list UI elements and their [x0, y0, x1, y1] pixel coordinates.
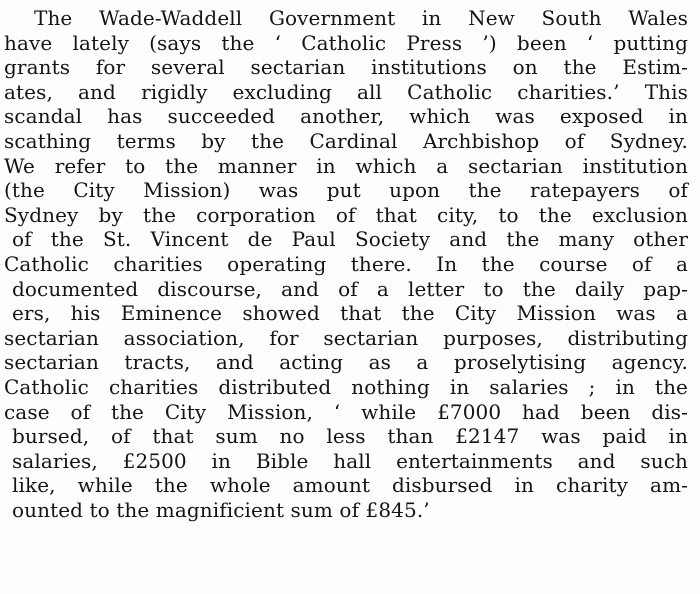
article-line: documented discourse, and of a letter to the daily pap-	[12, 276, 688, 301]
article-line: The Wade-Waddell Government in New South Wales	[34, 6, 688, 30]
article-line: Catholic charities distributed nothing in salaries ; in the	[4, 374, 688, 399]
article-line: (the City Mission) was put upon the ratepayers of	[4, 178, 688, 203]
article-line: Catholic charities operating there. In the course of a	[4, 251, 688, 276]
article-line: like, while the whole amount disbursed in charity am-	[12, 473, 688, 498]
article-line: bursed, of that sum no less than £2147 was paid in	[12, 424, 688, 449]
article-line: scandal has succeeded another, which was exposed in	[4, 104, 688, 129]
article-line: Sydney by the corporation of that city, to the exclusion	[4, 202, 688, 227]
article-line: salaries, £2500 in Bible hall entertainments and such	[12, 448, 688, 473]
article-line: have lately (says the ‘ Catholic Press ’) been ‘ putting	[4, 30, 688, 55]
article-line: of the St. Vincent de Paul Society and the many other	[12, 227, 688, 252]
article-line: grants for several sectarian institutions on the Estim-	[4, 55, 688, 80]
article-paragraph	[4, 6, 688, 522]
article-line: sectarian tracts, and acting as a proselytising agency.	[4, 350, 688, 375]
article-line: sectarian association, for sectarian purposes, distributing	[4, 325, 688, 350]
article-line: We refer to the manner in which a sectarian institution	[4, 153, 688, 178]
article-line: ates, and rigidly excluding all Catholic charities.’ This	[4, 79, 688, 104]
article-line: case of the City Mission, ‘ while £7000 had been dis-	[4, 399, 688, 424]
article-line: scathing terms by the Cardinal Archbishop of Sydney.	[4, 128, 688, 153]
article-line: ers, his Eminence showed that the City Mission was a	[12, 301, 688, 326]
article-line: ounted to the magnificient sum of £845.’	[12, 497, 430, 522]
